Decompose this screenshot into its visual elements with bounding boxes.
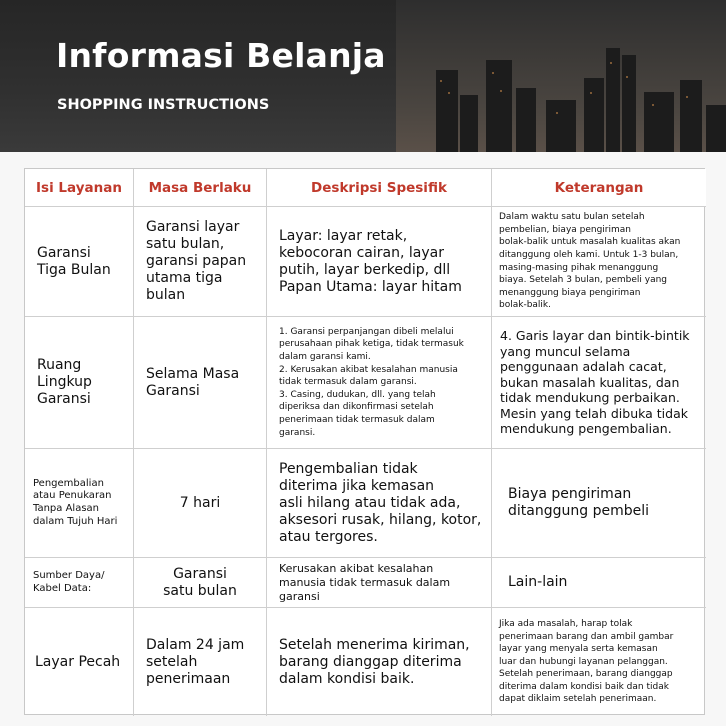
row2-note: 4. Garis layar dan bintik-bintik yang muncul selama penggunaan adalah cacat, bukan masalah kualitas, dan tidak mendukung perbaikan. Mesin yang telah dibuka tidak mendukung pengembalian.	[492, 317, 706, 449]
row5-note: Jika ada masalah, harap tolak penerimaan barang dan ambil gambar layar yang menyala serta kemasan luar dan hubungi layanan pelanggan. Setelah penerimaan, barang dianggap diterima dalam kondisi baik dan tidak dapat diklaim setelah penerimaan.	[499, 618, 674, 705]
column-header-service: Isi Layanan	[25, 169, 134, 207]
page-subtitle: SHOPPING INSTRUCTIONS	[57, 97, 270, 113]
row4-service: Sumber Daya/ Kabel Data:	[25, 558, 134, 608]
city-skyline-image	[396, 0, 726, 152]
header-banner	[0, 0, 726, 152]
row1-note: Dalam waktu satu bulan setelah pembelian, biaya pengiriman bolak-balik untuk masalah kualitas akan ditanggung oleh kami. Untuk 1-3 bulan, masing-masing pihak menanggung biaya. Setelah 3 bulan, pembeli yang menanggung biaya pengiriman bolak-balik.	[492, 207, 706, 317]
row5-description: Setelah menerima kiriman, barang dianggap diterima dalam kondisi baik.	[267, 608, 492, 716]
page-title: Informasi Belanja	[56, 36, 386, 75]
row3-service: Pengembalian atau Penukaran Tanpa Alasan dalam Tujuh Hari	[25, 449, 134, 558]
row2-validity: Selama Masa Garansi	[134, 317, 267, 449]
row4-note: Lain-lain	[492, 558, 706, 608]
row4-validity: Garansi satu bulan	[134, 558, 267, 608]
row2-description: 1. Garansi perpanjangan dibeli melalui perusahaan pihak ketiga, tidak termasuk dalam garansi kami. 2. Kerusakan akibat kesalahan manusia tidak termasuk dalam garansi. 3. Casing, dudukan, dll. yang telah diperiksa dan dikonfirmasi setelah penerimaan tidak termasuk dalam garansi.	[267, 317, 492, 449]
row5-validity: Dalam 24 jam setelah penerimaan	[134, 608, 267, 716]
row5-service: Layar Pecah	[25, 608, 134, 716]
row1-validity: Garansi layar satu bulan, garansi papan utama tiga bulan	[134, 207, 267, 317]
row3-note: Biaya pengiriman ditanggung pembeli	[492, 449, 706, 558]
shopping-info-table	[24, 168, 705, 715]
row1-service: Garansi Tiga Bulan	[25, 207, 134, 317]
row4-description: Kerusakan akibat kesalahan manusia tidak termasuk dalam garansi	[267, 558, 492, 608]
column-header-note: Keterangan	[492, 169, 706, 207]
column-header-description: Deskripsi Spesifik	[267, 169, 492, 207]
row2-service: Ruang Lingkup Garansi	[25, 317, 134, 449]
row1-description: Layar: layar retak, kebocoran cairan, layar putih, layar berkedip, dll Papan Utama: layar hitam	[267, 207, 492, 317]
column-header-validity: Masa Berlaku	[134, 169, 267, 207]
row3-description: Pengembalian tidak diterima jika kemasan asli hilang atau tidak ada, aksesori rusak, hilang, kotor, atau tergores.	[267, 449, 492, 558]
row3-validity: 7 hari	[134, 449, 267, 558]
